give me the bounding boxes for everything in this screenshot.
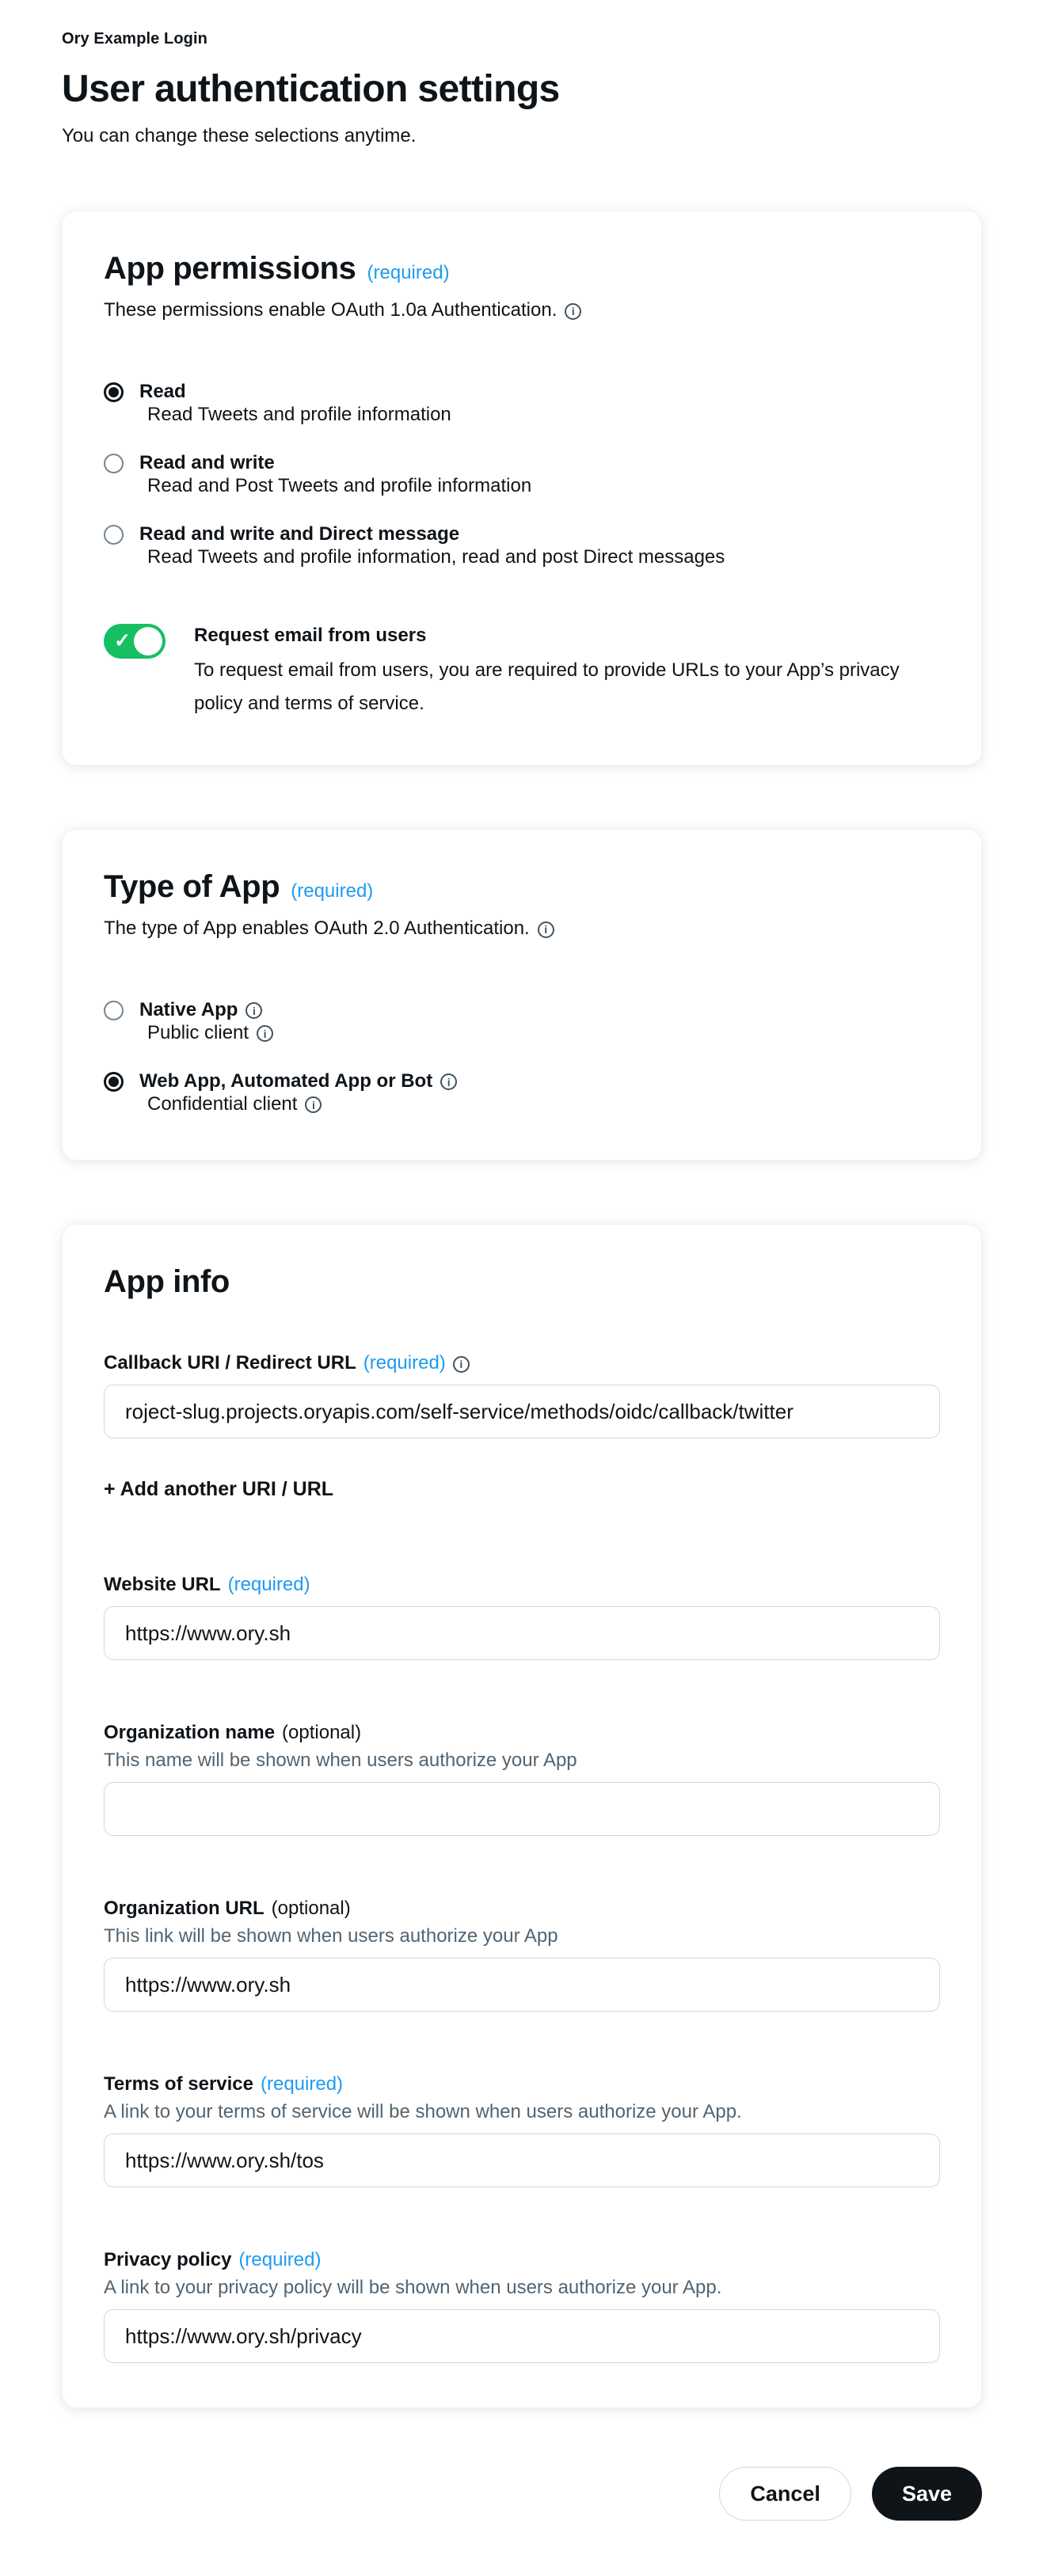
app-info-title: [104, 1264, 940, 1300]
field-label: [104, 1574, 940, 1596]
field-label: [104, 2249, 940, 2271]
field-organization-url: [104, 1898, 940, 2012]
radio-button-web-app[interactable]: [104, 1072, 124, 1092]
field-label: [104, 2073, 940, 2095]
field-hint: This link will be shown when users authorize your App: [104, 1925, 558, 1947]
toggle-knob: [134, 627, 162, 655]
info-icon[interactable]: [440, 1073, 457, 1090]
radio-sublabel: [139, 1021, 273, 1044]
privacy-policy-input[interactable]: [104, 2309, 940, 2363]
permissions-radio-group: [104, 380, 940, 568]
field-label-text: Organization URL: [104, 1898, 264, 1919]
required-badge: (required): [238, 2249, 322, 2270]
info-icon[interactable]: [305, 1096, 322, 1113]
save-button[interactable]: Save: [872, 2467, 982, 2521]
field-label: [104, 1352, 940, 1374]
field-label-text: Privacy policy: [104, 2249, 232, 2270]
toggle-text: [194, 624, 907, 720]
radio-option-read[interactable]: [104, 380, 940, 426]
radio-label-text: Native App: [139, 999, 238, 1020]
radio-text: [139, 451, 531, 497]
required-badge: (required): [367, 262, 450, 283]
website-url-input[interactable]: [104, 1606, 940, 1660]
radio-text: [139, 998, 273, 1044]
radio-label: Read and write and Direct message: [139, 523, 460, 545]
info-icon[interactable]: [245, 1002, 262, 1019]
radio-label: [139, 1070, 457, 1092]
radio-text: [139, 522, 725, 568]
toggle-description: To request email from users, you are required to provide URLs to your App’s privacy policy and terms of service.: [194, 659, 900, 714]
radio-button-read-write-dm[interactable]: [104, 525, 124, 545]
radio-text: [139, 380, 451, 426]
app-info-title-text: App info: [104, 1264, 230, 1299]
radio-option-read-write-dm[interactable]: [104, 522, 940, 568]
type-of-app-title-text: Type of App: [104, 869, 280, 904]
radio-sublabel-text: Public client: [147, 1022, 249, 1043]
info-icon[interactable]: [257, 1025, 273, 1042]
app-permissions-description-text: These permissions enable OAuth 1.0a Authentication.: [104, 299, 558, 321]
app-permissions-card: [62, 211, 982, 766]
add-url-button[interactable]: + Add another URI / URL: [104, 1478, 334, 1500]
radio-button-native-app[interactable]: [104, 1001, 124, 1020]
radio-label: Read: [139, 381, 186, 402]
radio-sublabel: Read Tweets and profile information, read and post Direct messages: [147, 546, 725, 568]
app-permissions-description: [104, 299, 940, 321]
radio-option-read-write[interactable]: [104, 451, 940, 497]
field-label-text: Terms of service: [104, 2073, 253, 2095]
field-hint: A link to your privacy policy will be shown when users authorize your App.: [104, 2277, 722, 2298]
app-type-radio-group: [104, 998, 940, 1115]
field-label: [104, 1898, 940, 1920]
page-title: User authentication settings: [62, 68, 560, 110]
field-label: [104, 1722, 940, 1744]
type-of-app-title: [104, 869, 940, 905]
field-label-text: Website URL: [104, 1574, 221, 1595]
request-email-row: [104, 624, 940, 720]
radio-sublabel: Read and Post Tweets and profile information: [147, 475, 532, 496]
app-permissions-title-text: App permissions: [104, 251, 356, 286]
field-terms-of-service: [104, 2073, 940, 2187]
request-email-toggle[interactable]: [104, 624, 166, 659]
field-callback-url: [104, 1352, 940, 1438]
radio-label-text: Web App, Automated App or Bot: [139, 1070, 433, 1092]
radio-text: [139, 1070, 457, 1115]
organization-url-input[interactable]: [104, 1958, 940, 2012]
radio-button-read-write[interactable]: [104, 454, 124, 473]
callback-url-input[interactable]: [104, 1385, 940, 1438]
info-icon[interactable]: [565, 303, 581, 320]
required-badge: (required): [363, 1352, 446, 1373]
field-label-text: Callback URI / Redirect URL: [104, 1352, 356, 1373]
radio-option-native-app[interactable]: [104, 998, 940, 1044]
page-subtitle: You can change these selections anytime.: [62, 125, 417, 146]
info-icon[interactable]: [538, 921, 554, 938]
radio-label: [139, 998, 273, 1021]
radio-sublabel: Read Tweets and profile information: [147, 404, 451, 425]
app-name: Ory Example Login: [62, 30, 207, 47]
radio-sublabel: [139, 1092, 457, 1115]
field-hint: This name will be shown when users authorize your App: [104, 1750, 577, 1771]
toggle-label: Request email from users: [194, 625, 427, 646]
app-info-card: [62, 1224, 982, 2408]
type-of-app-description-text: The type of App enables OAuth 2.0 Authentication.: [104, 918, 530, 939]
radio-sublabel-text: Confidential client: [147, 1093, 298, 1115]
required-badge: (required): [261, 2073, 344, 2095]
organization-name-input[interactable]: [104, 1782, 940, 1836]
field-website-url: [104, 1574, 940, 1660]
type-of-app-description: [104, 918, 940, 940]
field-hint: A link to your terms of service will be shown when users authorize your App.: [104, 2101, 742, 2122]
radio-button-read[interactable]: [104, 382, 124, 402]
cancel-button[interactable]: Cancel: [719, 2467, 851, 2521]
app-permissions-title: [104, 251, 940, 287]
optional-badge: (optional): [282, 1722, 362, 1743]
required-badge: (required): [291, 880, 374, 902]
field-label-text: Organization name: [104, 1722, 276, 1743]
info-icon[interactable]: [453, 1356, 470, 1373]
checkmark-icon: [114, 632, 131, 652]
radio-option-web-app[interactable]: [104, 1070, 940, 1115]
radio-label: Read and write: [139, 452, 275, 473]
optional-badge: (optional): [271, 1898, 351, 1919]
footer-actions: [62, 2467, 982, 2521]
required-badge: (required): [227, 1574, 310, 1595]
terms-of-service-input[interactable]: [104, 2133, 940, 2187]
type-of-app-card: [62, 829, 982, 1161]
field-privacy-policy: [104, 2249, 940, 2363]
field-organization-name: [104, 1722, 940, 1836]
